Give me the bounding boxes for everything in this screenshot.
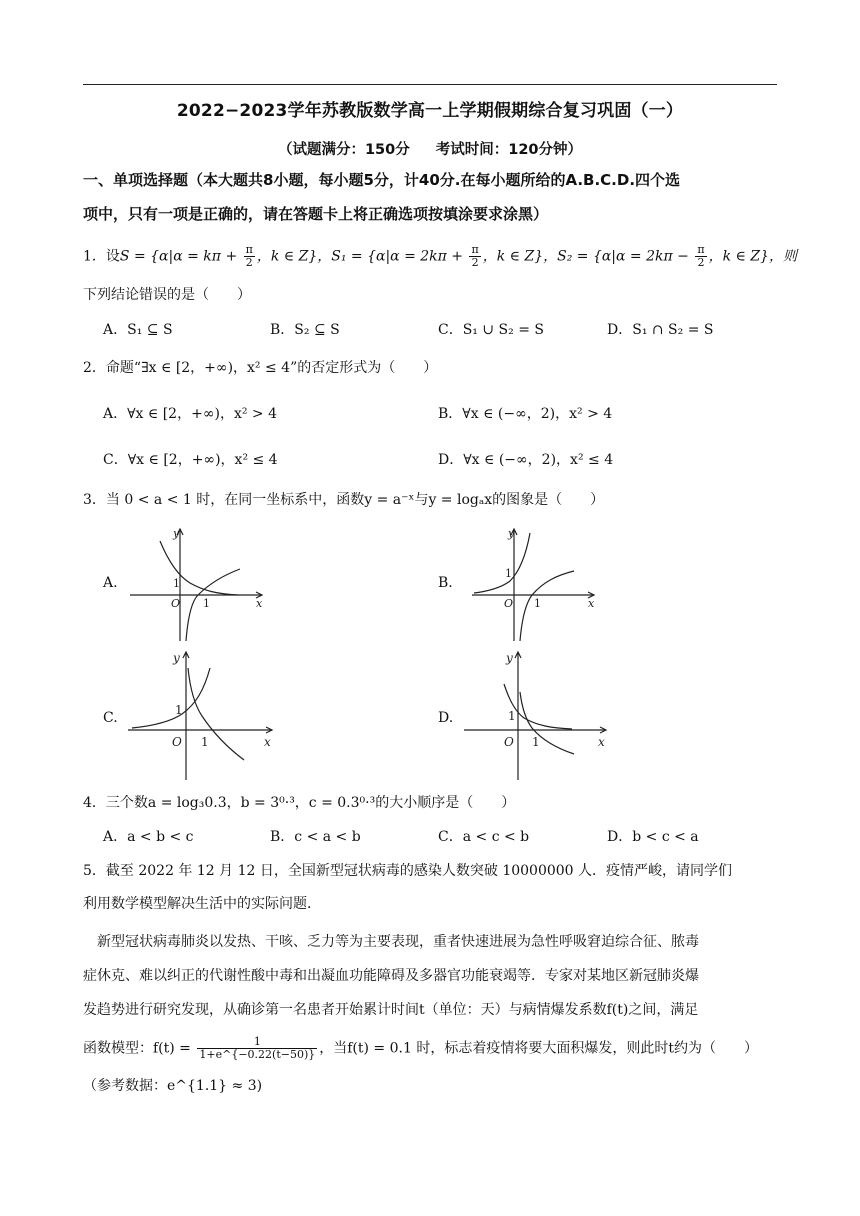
q5-line3: 新型冠状病毒肺炎以发热、干咳、乏力等为主要表现，重者快速进展为急性呼吸窘迫综合征、脓毒	[83, 934, 699, 950]
q3-graph-b[interactable]	[470, 525, 600, 643]
log-curve	[520, 692, 574, 754]
x-one-label: 1	[532, 735, 540, 749]
q5-model-label: 函数模型：f(t) =	[83, 1040, 196, 1057]
q3-option-a-label[interactable]: A.	[103, 575, 118, 591]
q4-stem: 4．三个数a = log₃0.3，b = 3⁰·³，c = 0.3⁰·³的大小顺序是（ ）	[83, 795, 516, 811]
q1-option-d[interactable]: D．S₁ ∩ S₂ = S	[607, 322, 714, 338]
section-heading-line2: 项中，只有一项是正确的，请在答题卡上将正确选项按填涂要求涂黑）	[83, 205, 549, 223]
q1-set-s2: S₂ = {α|α = 2kπ −	[557, 248, 694, 265]
q1-frac-3: $\frac{\pi}{2}$	[697, 243, 705, 269]
y-label: y	[506, 651, 513, 665]
section-heading-line1: 一、单项选择题（本大题共8小题，每小题5分，计40分.在每小题所给的A.B.C.D.四个选	[83, 171, 681, 189]
x-label: x	[588, 597, 595, 610]
origin-label: O	[504, 597, 514, 610]
x-one-label: 1	[203, 597, 210, 610]
exp-curve	[160, 541, 238, 595]
y-one-label: 1	[508, 709, 516, 723]
q3-option-d-label[interactable]: D.	[438, 710, 454, 726]
q2-option-d[interactable]: D．∀x ∈ (−∞，2)，x² ≤ 4	[438, 452, 614, 468]
q5-line6	[83, 1036, 777, 1061]
q2-option-c[interactable]: C．∀x ∈ [2，+∞)，x² ≤ 4	[103, 452, 278, 468]
y-label: y	[173, 527, 180, 540]
q3-option-b-label[interactable]: B.	[438, 575, 453, 591]
q3-stem: 3．当 0 < a < 1 时，在同一坐标系中，函数y = a⁻ˣ与y = logₐx的图象是（ ）	[83, 492, 605, 508]
exp-curve	[474, 533, 530, 593]
q5-line1: 5．截至 2022 年 12 月 12 日，全国新型冠状病毒的感染人数突破 10000000 人．疫情严峻，请同学们	[83, 863, 733, 879]
q4-option-d[interactable]: D．b < c < a	[607, 829, 699, 845]
q1-set-s1: S₁ = {α|α = 2kπ +	[331, 248, 468, 265]
q1-number: 1．设	[83, 248, 120, 265]
y-one-label: 1	[505, 567, 512, 580]
y-one-label: 1	[175, 703, 183, 717]
q3-graph-d[interactable]	[462, 648, 610, 782]
origin-label: O	[504, 735, 514, 749]
q4-option-a[interactable]: A．a < b < c	[103, 829, 194, 845]
origin-label: O	[171, 597, 181, 610]
time-info: 考试时间：120分钟）	[435, 142, 583, 158]
q5-model-tail: ，当f(t) = 0.1 时，标志着疫情将要大面积爆发，则此时t约为（ ）	[319, 1040, 758, 1057]
page-title: 2022−2023学年苏教版数学高一上学期假期综合复习巩固（一）	[176, 101, 684, 121]
q1-set-s: S = {α|α = kπ +	[119, 248, 242, 265]
q5-line2: 利用数学模型解决生活中的实际问题．	[83, 896, 321, 912]
log-curve	[520, 571, 574, 641]
q1-set-s2-tail: ，k ∈ Z}，则	[708, 248, 797, 265]
log-curve	[188, 668, 244, 760]
q1-frac-1: $\frac{\pi}{2}$	[245, 243, 253, 269]
q1-set-s1-tail: ，k ∈ Z}，	[482, 248, 558, 265]
q2-option-a[interactable]: A．∀x ∈ [2，+∞)，x² > 4	[103, 406, 277, 422]
q1-option-c[interactable]: C．S₁ ∪ S₂ = S	[438, 322, 544, 338]
exam-info	[0, 138, 860, 159]
q1-set-s-tail: ，k ∈ Z}，	[256, 248, 332, 265]
q1-stem	[83, 243, 797, 269]
x-one-label: 1	[534, 597, 541, 610]
score-info: （试题满分：150分	[277, 142, 410, 158]
q1-stem-line2: 下列结论错误的是（ ）	[83, 287, 251, 303]
top-rule	[83, 84, 777, 85]
y-one-label: 1	[173, 577, 180, 590]
x-label: x	[264, 735, 271, 749]
q1-option-b[interactable]: B．S₂ ⊆ S	[270, 322, 340, 338]
q5-line5: 发趋势进行研究发现，从确诊第一名患者开始累计时间t（单位：天）与病情爆发系数f(t)之间，满足	[83, 1002, 699, 1018]
x-label: x	[598, 735, 605, 749]
q5-line4: 症休克、难以纠正的代谢性酸中毒和出凝血功能障碍及多器官功能衰竭等．专家对某地区新冠肺炎爆	[83, 968, 699, 984]
q3-option-c-label[interactable]: C.	[103, 710, 118, 726]
q4-option-c[interactable]: C．a < c < b	[438, 829, 530, 845]
q2-option-b[interactable]: B．∀x ∈ (−∞，2)，x² > 4	[438, 406, 613, 422]
q5-model-fraction: $\frac{1}{1+e\^{}\{-0.22(t-50)\}}$	[199, 1035, 316, 1061]
origin-label: O	[172, 735, 182, 749]
q1-option-a[interactable]: A．S₁ ⊆ S	[103, 322, 173, 338]
exp-curve	[132, 668, 210, 728]
log-curve	[186, 569, 240, 641]
q3-graph-c[interactable]	[126, 648, 276, 782]
y-label: y	[173, 651, 180, 665]
q5-line7: （参考数据：e^{1.1} ≈ 3)	[83, 1078, 263, 1094]
q2-stem: 2．命题“∃x ∈ [2，+∞)，x² ≤ 4”的否定形式为（ ）	[83, 360, 438, 376]
q3-graph-a[interactable]	[128, 525, 268, 643]
x-label: x	[256, 597, 263, 610]
q4-option-b[interactable]: B．c < a < b	[270, 829, 361, 845]
q1-frac-2: $\frac{\pi}{2}$	[471, 243, 479, 269]
x-one-label: 1	[201, 735, 209, 749]
y-label: y	[508, 527, 515, 540]
